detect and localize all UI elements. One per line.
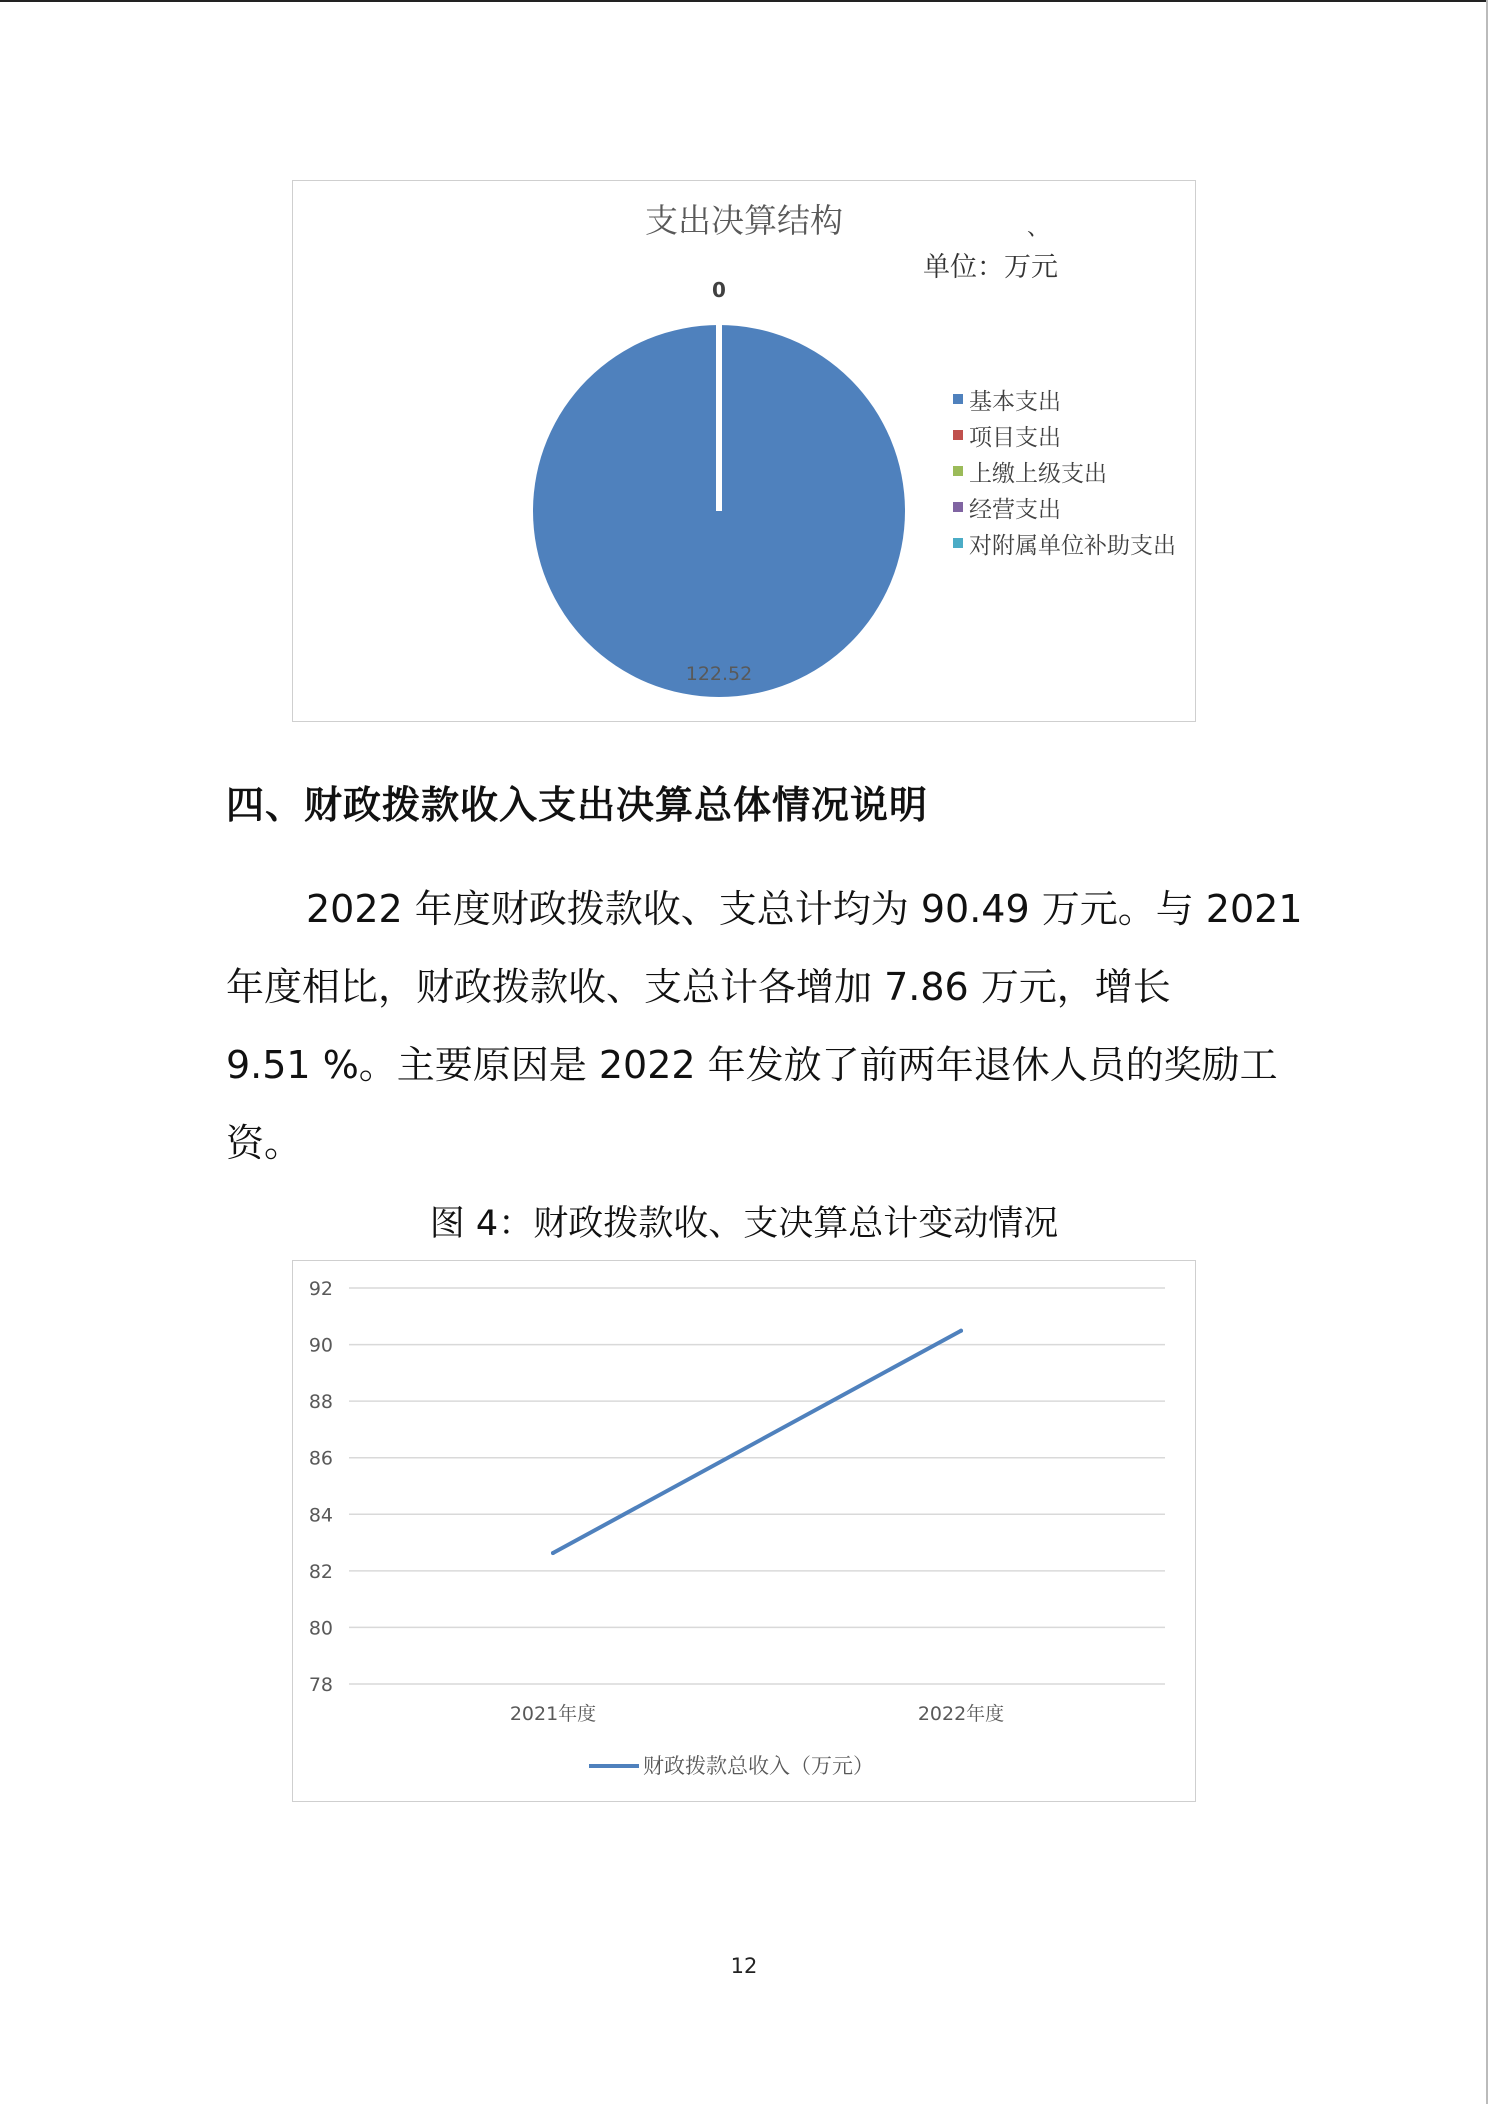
legend-item bbox=[953, 525, 1176, 561]
legend-swatch bbox=[953, 502, 963, 512]
data-point bbox=[551, 1551, 555, 1555]
y-tick-label: 90 bbox=[308, 1334, 333, 1357]
legend-label: 项目支出 bbox=[969, 424, 1061, 451]
pie-legend bbox=[953, 381, 1176, 561]
legend-label: 上缴上级支出 bbox=[969, 460, 1107, 487]
pie-data-label: 122.52 bbox=[685, 663, 753, 685]
legend-swatch bbox=[953, 466, 963, 476]
legend-item bbox=[953, 417, 1176, 453]
figure-caption: 图 4：财政拨款收、支决算总计变动情况 bbox=[429, 1204, 1059, 1244]
legend-label: 财政拨款总收入（万元） bbox=[643, 1754, 874, 1778]
legend-swatch bbox=[953, 394, 963, 404]
y-tick-label: 82 bbox=[308, 1560, 333, 1583]
pie-data-label: 0 bbox=[712, 278, 726, 302]
legend-label: 对附属单位补助支出 bbox=[969, 532, 1176, 559]
legend-item bbox=[953, 453, 1176, 489]
legend-swatch bbox=[953, 538, 963, 548]
stray-mark: 、 bbox=[1027, 216, 1050, 241]
y-tick-label: 78 bbox=[308, 1674, 333, 1696]
y-tick-label: 92 bbox=[308, 1278, 333, 1300]
paragraph-line: 9.51 %。主要原因是 2022 年发放了前两年退休人员的奖励工 bbox=[226, 1043, 1278, 1087]
paragraph-line: 2022 年度财政拨款收、支总计均为 90.49 万元。与 2021 bbox=[306, 887, 1303, 931]
y-tick-label: 88 bbox=[308, 1391, 333, 1414]
y-tick-label: 86 bbox=[308, 1447, 333, 1470]
line-chart bbox=[293, 1261, 1195, 1801]
legend-item bbox=[953, 489, 1176, 525]
y-tick-label: 80 bbox=[308, 1617, 333, 1640]
paragraph-line: 资。 bbox=[226, 1121, 303, 1165]
x-tick-label: 2022年度 bbox=[917, 1703, 1005, 1725]
line-chart-frame bbox=[292, 1260, 1196, 1802]
pie-chart-title: 支出决算结构 bbox=[645, 201, 843, 240]
legend-label: 基本支出 bbox=[969, 388, 1061, 415]
series-line bbox=[553, 1331, 961, 1553]
legend-swatch bbox=[953, 430, 963, 440]
legend-item bbox=[953, 381, 1176, 417]
y-tick-label: 84 bbox=[308, 1504, 333, 1527]
pie-unit-label: 单位：万元 bbox=[923, 252, 1058, 283]
section-heading: 四、财政拨款收入支出决算总体情况说明 bbox=[226, 783, 929, 827]
top-border bbox=[0, 0, 1488, 2]
x-tick-label: 2021年度 bbox=[509, 1703, 597, 1725]
section-paragraph bbox=[226, 870, 1303, 1182]
paragraph-line: 年度相比，财政拨款收、支总计各增加 7.86 万元，增长 bbox=[226, 965, 1171, 1009]
data-point bbox=[959, 1329, 963, 1333]
page-number: 12 bbox=[730, 1954, 758, 1978]
legend-label: 经营支出 bbox=[969, 496, 1061, 523]
pie-chart-frame bbox=[292, 180, 1196, 722]
